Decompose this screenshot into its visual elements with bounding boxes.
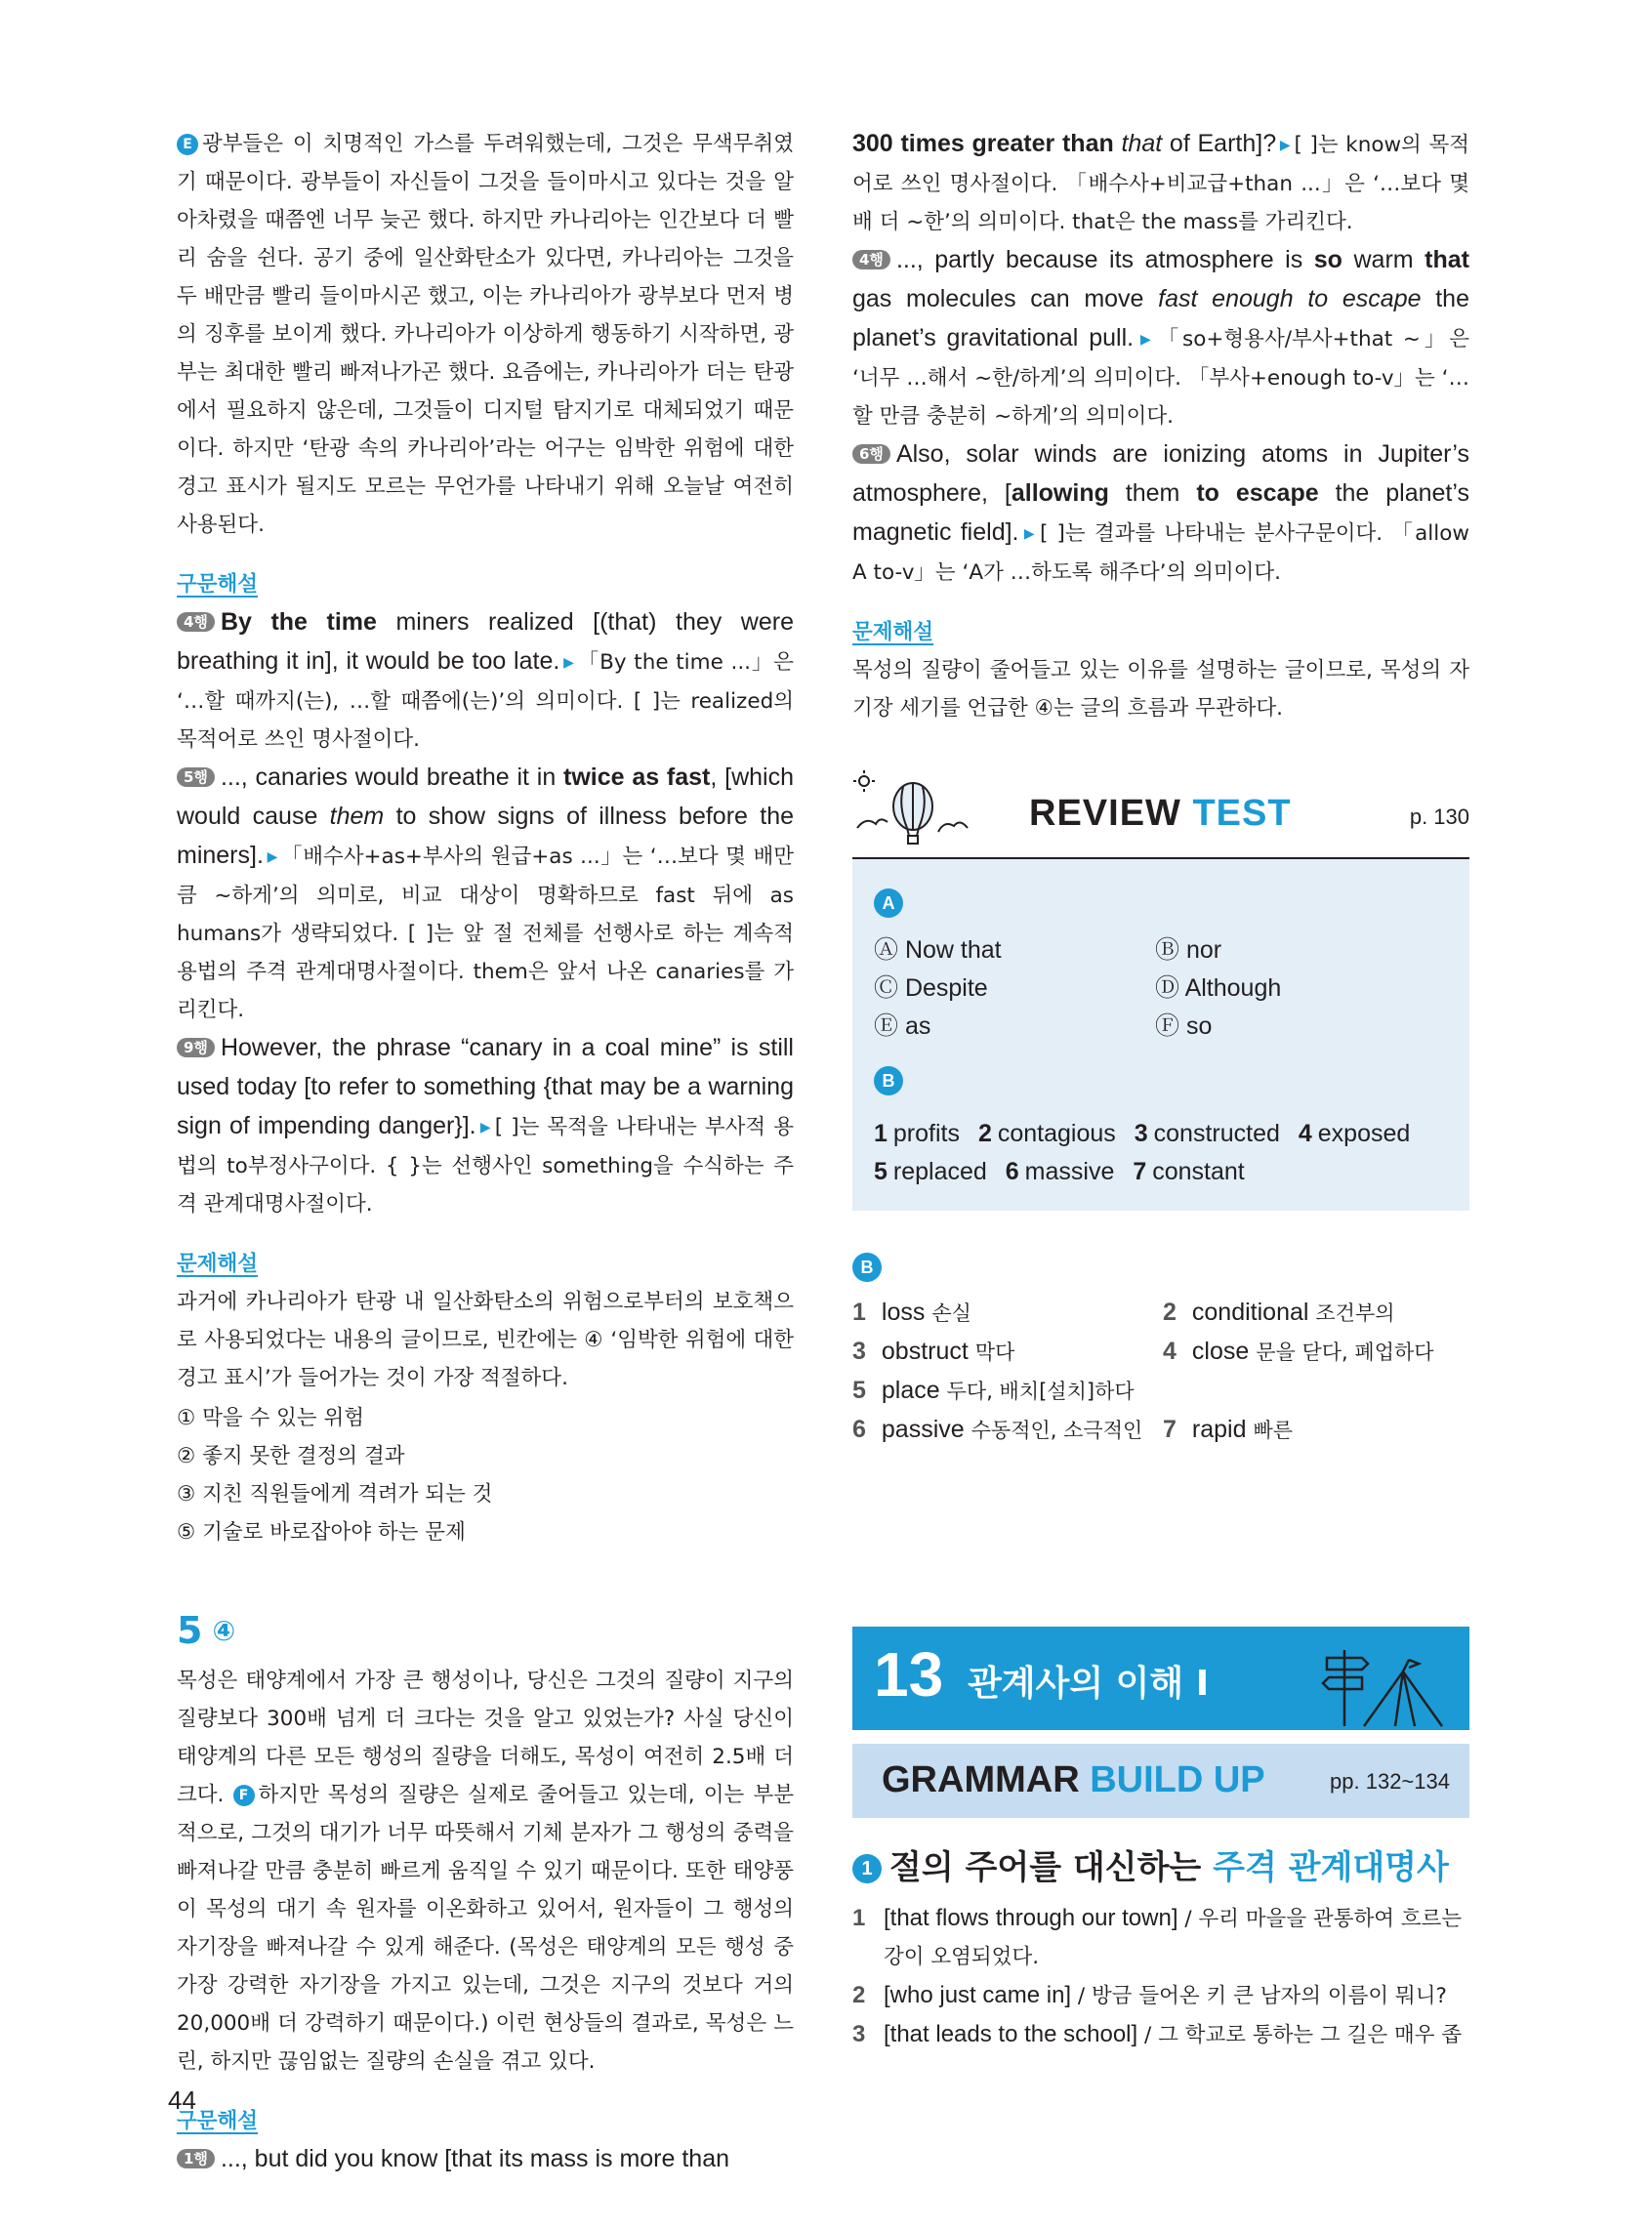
triangle-icon: ▶ xyxy=(1136,332,1155,348)
review-test-header xyxy=(852,767,1469,859)
answer-item: Ⓐ Now that xyxy=(874,936,1002,964)
vocab-item: 6 passive 수동적인, 소극적인 xyxy=(852,1416,1143,1443)
triangle-icon: ▶ xyxy=(266,849,279,865)
grammar-answer-item: 3 [that leads to the school] / 그 학교로 통하는 그 길은 매우 좁 xyxy=(852,2021,1463,2047)
line-badge: 6행 xyxy=(852,444,890,464)
grammar-answer-item: 2 [who just came in] / 방금 들어온 키 큰 남자의 이름이 뭐니? xyxy=(852,1982,1447,2008)
page-number: 44 xyxy=(168,2085,196,2115)
answer-item: Ⓔ as xyxy=(874,1012,931,1040)
chapter-bar xyxy=(852,1627,1469,1730)
answer-item: Ⓕ so xyxy=(1155,1012,1213,1040)
grammar-answer-list xyxy=(852,1899,1469,2054)
right-column xyxy=(852,125,1469,727)
explain-line9: 9행 However, the phrase “canary in a coal mine” is still used today [to refer to something {that may be a warning sign of impending danger}]. ▶ [ ]는 목적을 나타내는 부사적 용법의 to부정사구이다. { }는 선행사인 something을 수식하는 주격 관계대명사절이다. xyxy=(177,1034,794,1217)
explain-line1-cont: 300 times greater than that of Earth]? ▶ [ ]는 know의 목적어로 쓰인 명사절이다. 「배수사+비교급+than ...」은 ‘…보다 몇 배 더 ~한’의 의미이다. that은 the mass를 가리킨다. xyxy=(852,130,1469,234)
vocab-item: 5 place 두다, 배치[설치]하다 xyxy=(852,1377,1135,1404)
answer-item: Ⓑ nor xyxy=(1155,936,1222,964)
section-b-answers: 1 profits 2 contagious 3 constructed 4 exposed 5 replaced 6 massive 7 constant xyxy=(874,1120,1411,1185)
vocab-list xyxy=(852,1294,1469,1450)
grammar-answer-item: 1 [that flows through our town] / 우리 마을을 관통하여 흐르는 강이 오염되었다. xyxy=(852,1905,1463,1969)
triangle-icon: ▶ xyxy=(478,1120,492,1135)
section-a-answers xyxy=(874,931,1448,1046)
grammar-build-up-title: GRAMMAR BUILD UP xyxy=(882,1759,1265,1800)
review-page: p. 130 xyxy=(1409,805,1469,829)
review-title: REVIEW TEST xyxy=(1029,793,1292,834)
marker-e: E xyxy=(177,134,198,155)
review-test-box xyxy=(852,859,1469,1211)
explain-line6-right: 6행 Also, solar winds are ionizing atoms in Jupiter’s atmosphere, [allowing them to escape the planet’s magnetic field]. ▶ [ ]는 결과를 나타내는 분사구문이다. 「allow A to-v」는 ‘A가 …하도록 해주다’의 의미이다. xyxy=(852,440,1469,585)
left-column xyxy=(177,125,794,2179)
vocab-section xyxy=(852,1253,1469,1450)
point-number: 1 xyxy=(852,1854,882,1883)
marker-f: F xyxy=(233,1785,255,1806)
explain-line4: 4행 By the time miners realized [(that) they were breathing it in], it would be too late. ▶ 「By the time ...」은 ‘…할 때까지(는), …할 때쯤에(는)’의 의미이다. [ ]는 realized의 목적어로 쓰인 명사절이다. xyxy=(177,608,794,752)
munje-text: 과거에 카나리아가 탄광 내 일산화탄소의 위험으로부터의 보호책으로 사용되었다는 내용의 글이므로, 빈칸에는 ④ ‘임박한 위험에 대한 경고 표시’가 들어가는 것이 가장 적절하다. xyxy=(177,1290,794,1390)
line-badge: 4행 xyxy=(177,612,215,632)
triangle-icon: ▶ xyxy=(562,655,575,671)
choice-item: ② 좋지 못한 결정의 결과 xyxy=(177,1444,405,1468)
triangle-icon: ▶ xyxy=(1279,138,1292,153)
munje-label-right: 문제해설 xyxy=(852,620,934,644)
choice-item: ① 막을 수 있는 위험 xyxy=(177,1406,364,1430)
vocab-item: 1 loss 손실 xyxy=(852,1299,971,1326)
gumun-label-2: 구문해설 xyxy=(177,2109,259,2133)
grammar-point-heading: 1 절의 주어를 대신하는 주격 관계대명사 xyxy=(852,1845,1469,1890)
question-5-heading: 5 ④ xyxy=(177,1609,236,1652)
vocab-item: 3 obstruct 막다 xyxy=(852,1338,1015,1365)
line-badge: 1행 xyxy=(177,2149,215,2168)
line-badge: 9행 xyxy=(177,1038,215,1057)
answer-item: Ⓓ Although xyxy=(1155,974,1282,1002)
explain-line5: 5행 ..., canaries would breathe it in twice as fast, [which would cause them to show signs of illness before the miners]. ▶ 「배수사+as+부사의 원급+as ...」는 ‘…보다 몇 배만큼 ~하게’의 의미로, 비교 대상이 명확하므로 fast 뒤에 as humans가 생략되었다. [ ]는 앞 절 전체를 선행사로 하는 계속적 용법의 주격 관계대명사절이다. them은 앞서 나온 canaries를 가리킨다. xyxy=(177,764,794,1022)
line-badge: 4행 xyxy=(852,250,890,269)
translation-q5: 목성은 태양계에서 가장 큰 행성이나, 당신은 그것의 질량이 지구의 질량보다 300배 넘게 더 크다는 것을 알고 있었는가? 사실 당신이 태양계의 다른 모든 행성의 질량을 더해도, 목성이 여전히 2.5배 더 크다. F 하지만 목성의 질량은 실제로 줄어들고 있는데, 이는 부분적으로, 그것의 대기가 너무 따뜻해서 기체 분자가 그 행성의 중력을 빠져나갈 만큼 충분히 빠르게 움직일 수 있기 때문이다. 또한 태양풍이 목성의 대기 속 원자를 이온화하고 있어서, 원자들이 그 행성의 자기장을 빠져나갈 수 있게 해준다. (목성은 태양계의 모든 행성 중 가장 강력한 자기장을 가지고 있는데, 그것은 지구의 것보다 거의 20,000배 더 강력하기 때문이다.) 이런 현상들의 결과로, 목성은 느린, 하지만 끊임없는 질량의 손실을 겪고 있다. xyxy=(177,1669,794,2074)
line-badge: 5행 xyxy=(177,767,215,787)
vocab-item: 4 close 문을 닫다, 폐업하다 xyxy=(1163,1338,1434,1365)
choice-item: ③ 지친 직원들에게 격려가 되는 것 xyxy=(177,1482,493,1507)
signpost-tent-icon xyxy=(1305,1630,1462,1728)
munje-text-right: 목성의 질량이 줄어들고 있는 이유를 설명하는 글이므로, 목성의 자기장 세기를 언급한 ④는 글의 흐름과 무관하다. xyxy=(852,658,1469,721)
section-a-label: A xyxy=(874,888,903,918)
explain-line1: 1행 ..., but did you know [that its mass is more than xyxy=(177,2140,794,2179)
chapter-title: 관계사의 이해 I xyxy=(968,1664,1210,1704)
gumun-label: 구문해설 xyxy=(177,572,259,597)
explain-line4-right: 4행 ..., partly because its atmosphere is so warm that gas molecules can move fast enough to escape the planet’s gravitational pull. ▶ 「so+형용사/부사+that ~」은 ‘너무 …해서 ~한/하게’의 의미이다. 「부사+enough to-v」는 ‘…할 만큼 충분히 ~하게’의 의미이다. xyxy=(852,246,1469,429)
chapter-number: 13 xyxy=(874,1639,944,1710)
choice-item: ⑤ 기술로 바로잡아야 하는 문제 xyxy=(177,1520,466,1545)
grammar-build-up-bar xyxy=(852,1744,1469,1818)
answer-item: Ⓒ Despite xyxy=(874,974,988,1002)
munje-label: 문제해설 xyxy=(177,1252,259,1276)
triangle-icon: ▶ xyxy=(1021,526,1037,542)
vocab-item: 2 conditional 조건부의 xyxy=(1163,1299,1395,1326)
balloon-icon xyxy=(852,767,979,855)
grammar-build-up-page: pp. 132~134 xyxy=(1330,1769,1450,1794)
answer-mark: ④ xyxy=(212,1615,236,1647)
choice-list xyxy=(177,1399,794,1551)
section-b-label: B xyxy=(874,1066,903,1095)
vocab-b-label: B xyxy=(852,1253,882,1282)
translation-e: E 광부들은 이 치명적인 가스를 두려워했는데, 그것은 무색무취였기 때문이다. 광부들이 자신들이 그것을 들이마시고 있다는 것을 알아차렸을 때쯤엔 너무 늦곤 했다. 하지만 카나리아는 인간보다 더 빨리 숨을 쉰다. 공기 중에 일산화탄소가 있다면, 카나리아는 그것을 두 배만큼 빨리 들이마시곤 했고, 이는 카나리아가 광부보다 먼저 병의 징후를 보이게 했다. 카나리아가 이상하게 행동하기 시작하면, 광부는 최대한 빨리 빠져나가곤 했다. 요즘에는, 카나리아가 더는 탄광에서 필요하지 않은데, 그것들이 디지털 탐지기로 대체되었기 때문이다. 하지만 ‘탄광 속의 카나리아’라는 어구는 임박한 위험에 대한 경고 표시가 될지도 모르는 무언가를 나타내기 위해 오늘날 여전히 사용된다. xyxy=(177,132,794,537)
vocab-item: 7 rapid 빠른 xyxy=(1163,1416,1294,1443)
